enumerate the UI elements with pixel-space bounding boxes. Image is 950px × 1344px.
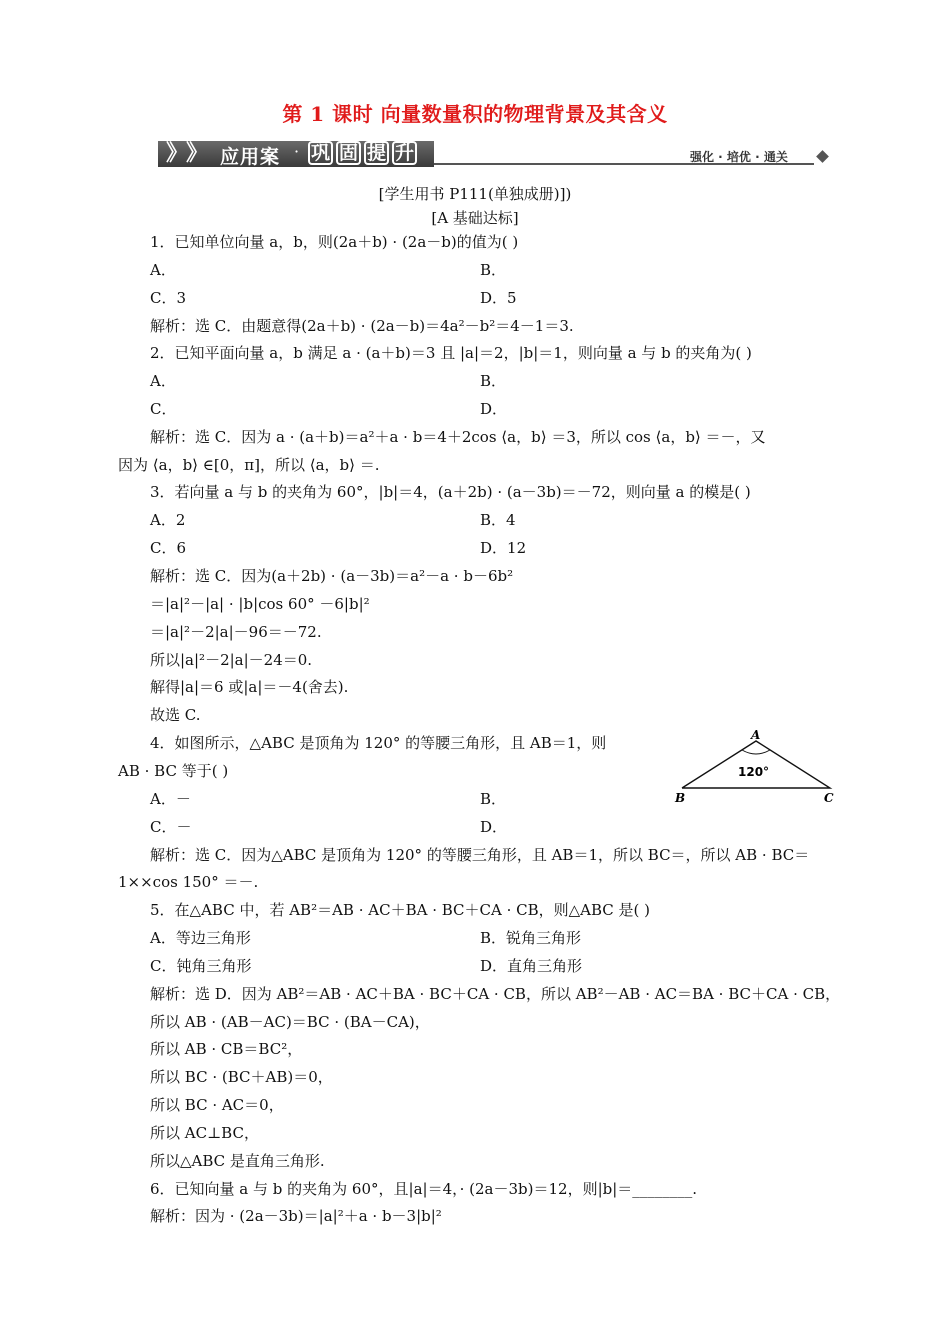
option-b: B． [480, 261, 507, 279]
question-6: 6．已知向量 a 与 b 的夹角为 60°，且|a|＝4，· (2a－3b)＝12，则|b|＝________. [150, 1180, 698, 1198]
option-b: B． [480, 790, 507, 808]
angle-label: 120° [738, 765, 770, 779]
solution-5-step: 所以 AB · (AB－AC)＝BC · (BA－CA)， [150, 1013, 430, 1031]
option-c: C．钝角三角形 [150, 957, 252, 975]
solution-5-step: 所以△ABC 是直角三角形. [150, 1152, 325, 1170]
option-d: D． [480, 400, 508, 418]
book-reference: [学生用书 P111(单独成册)]) [378, 185, 572, 203]
solution-3-step: ＝|a|²－|a| · |b|cos 60° －6|b|² [150, 595, 370, 613]
triangle-diagram [670, 728, 840, 808]
option-c: C．3 [150, 289, 187, 307]
banner-boxed-title [308, 141, 420, 165]
option-a: A． [150, 261, 176, 279]
solution-5-step: 所以 AC⊥BC， [150, 1124, 259, 1142]
solution-3-step: 所以|a|²－2|a|－24＝0. [150, 651, 313, 669]
solution-5-step: 所以 AB · CB＝BC²， [150, 1040, 303, 1058]
banner-dot: · [294, 142, 300, 161]
option-b: B．锐角三角形 [480, 929, 582, 947]
vertex-a-label: A [751, 728, 761, 742]
banner-char: 巩 [308, 141, 333, 165]
question-4: 4．如图所示，△ABC 是顶角为 120° 的等腰三角形，且 AB＝1，则 [150, 734, 607, 752]
option-a: A．－ [150, 790, 191, 808]
section-heading: [A 基础达标] [431, 209, 519, 227]
banner-label: 应用案 [220, 146, 281, 168]
solution-6: 解析：因为 · (2a－3b)＝|a|²＋a · b－3|b|² [150, 1207, 442, 1225]
solution-5-step: 所以 BC · AC＝0， [150, 1096, 284, 1114]
option-a: A．2 [150, 511, 186, 529]
option-a: A． [150, 372, 176, 390]
solution-3: 解析：选 C．因为(a＋2b) · (a－3b)＝a²－a · b－6b² [150, 567, 514, 585]
question-3: 3．若向量 a 与 b 的夹角为 60°，|b|＝4，(a＋2b) · (a－3b)＝－72，则向量 a 的模是( ) [150, 483, 751, 501]
chevron-icon: 》 [166, 141, 189, 166]
section-banner [158, 138, 838, 172]
question-2: 2．已知平面向量 a，b 满足 a · (a＋b)＝3 且 |a|＝2，|b|＝1，则向量 a 与 b 的夹角为( ) [150, 344, 752, 362]
page-title: 第 1 课时 向量数量积的物理背景及其含义 [282, 102, 668, 126]
solution-5: 解析：选 D．因为 AB²＝AB · AC＋BA · BC＋CA · CB，所以 AB²－AB · AC＝BA · BC＋CA · CB， [150, 985, 841, 1003]
question-1: 1．已知单位向量 a，b，则(2a＋b) · (2a－b)的值为( ) [150, 233, 519, 251]
banner-char: 提 [364, 141, 389, 165]
banner-char: 固 [336, 141, 361, 165]
option-d: D． [480, 818, 508, 836]
triangle-figure [670, 728, 840, 812]
option-d: D．直角三角形 [480, 957, 583, 975]
option-c: C．－ [150, 818, 192, 836]
banner-char: 升 [392, 141, 417, 165]
solution-3-step: 解得|a|＝6 或|a|＝－4(舍去). [150, 678, 349, 696]
option-b: B．4 [480, 511, 516, 529]
solution-1: 解析：选 C．由题意得(2a＋b) · (2a－b)＝4a²－b²＝4－1＝3. [150, 317, 574, 335]
diamond-icon [816, 150, 829, 163]
solution-4-cont: 1××cos 150° ＝－. [118, 873, 259, 891]
vertex-b-label: B [675, 791, 686, 805]
option-b: B． [480, 372, 507, 390]
solution-3-step: ＝|a|²－2|a|－96＝－72. [150, 623, 322, 641]
solution-2-cont: 因为 ⟨a，b⟩ ∈[0，π]，所以 ⟨a，b⟩ ＝. [118, 456, 380, 474]
banner-tagline: 强化 · 培优 · 通关 [690, 150, 788, 164]
option-d: D．12 [480, 539, 527, 557]
option-d: D．5 [480, 289, 517, 307]
question-4-cont: AB · BC 等于( ) [118, 762, 229, 780]
solution-4: 解析：选 C．因为△ABC 是顶角为 120° 的等腰三角形，且 AB＝1，所以 BC＝，所以 AB · BC＝ [150, 846, 810, 864]
angle-arc [742, 750, 770, 754]
vertex-c-label: C [824, 791, 834, 805]
option-a: A．等边三角形 [150, 929, 251, 947]
solution-3-step: 故选 C. [150, 706, 201, 724]
solution-5-step: 所以 BC · (BC＋AB)＝0， [150, 1068, 333, 1086]
solution-2: 解析：选 C．因为 a · (a＋b)＝a²＋a · b＝4＋2cos ⟨a，b⟩ ＝3，所以 cos ⟨a，b⟩ ＝－，又 [150, 428, 766, 446]
option-c: C．6 [150, 539, 187, 557]
question-5: 5．在△ABC 中，若 AB²＝AB · AC＋BA · BC＋CA · CB，则△ABC 是( ) [150, 901, 651, 919]
option-c: C． [150, 400, 177, 418]
chevron-icon: 》 [186, 141, 209, 166]
